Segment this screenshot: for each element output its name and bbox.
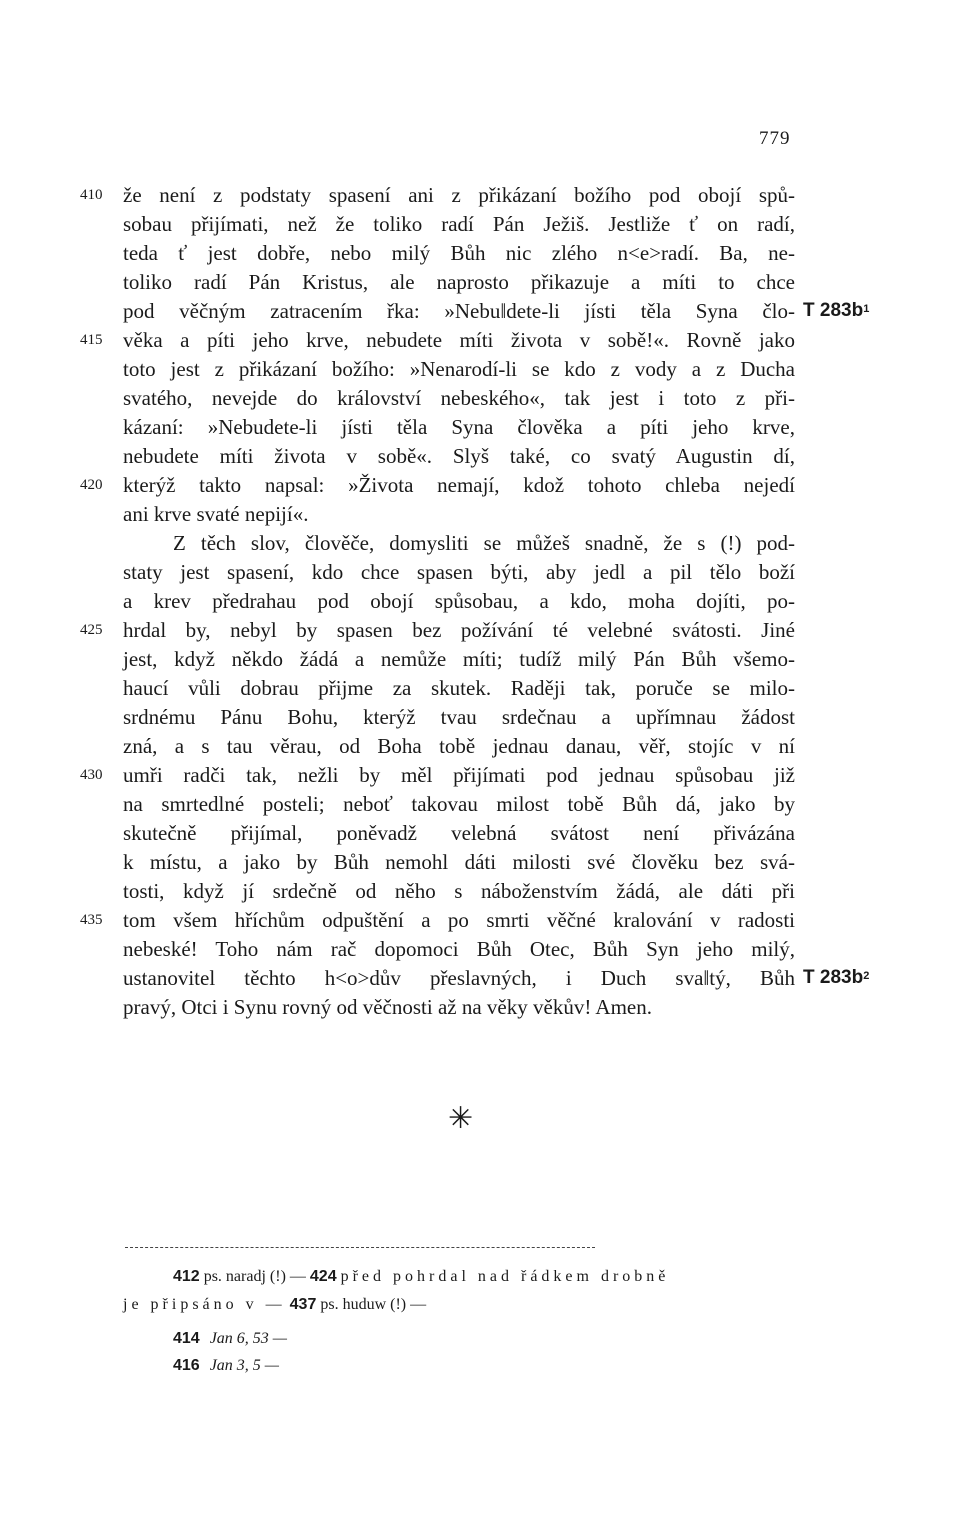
text-line: zná, a s tau věrau, od Boha tobě jednau danau, věř, stojíc v ní	[123, 734, 795, 758]
text-line: kázaní: »Nebudete-li jísti těla Syna člověka a píti jeho krve,	[123, 415, 795, 439]
apparatus-note: ps. huduw (!) —	[320, 1296, 427, 1313]
margin-note: T $283b^1$	[803, 300, 870, 321]
text-line: svatého, nevejde do království nebeského«, tak jest i toto z při-	[123, 386, 795, 410]
apparatus-line-number: 437	[289, 1296, 317, 1313]
line-number: 435	[80, 912, 103, 928]
footnote-divider	[125, 1247, 595, 1248]
text-line: pravý, Otci i Synu rovný od věčnosti až na věky věkův! Amen.	[123, 995, 652, 1019]
reference-line-number: 416	[173, 1357, 200, 1374]
text-line: umři radči tak, nežli by měl přijímati pod jednau spůsobau již	[123, 763, 795, 787]
text-line: hrdal by, nebyl by spasen bez požívání té velebné svátosti. Jiné	[123, 618, 795, 642]
reference-text: Jan 6, 53 —	[209, 1330, 288, 1347]
text-line: toto jest z přikázaní božího: »Nenarodí-li se kdo z vody a z Ducha	[123, 357, 795, 381]
text-line: ani krve svaté nepijí«.	[123, 502, 309, 526]
apparatus-line	[123, 1293, 426, 1317]
text-line: skutečně přijímal, poněvadž velebná svátost není přivázána	[123, 821, 795, 845]
apparatus-note: je připsáno v —	[123, 1296, 286, 1313]
line-number: 415	[80, 332, 103, 348]
reference-line-number: 414	[173, 1330, 200, 1347]
biblical-reference	[173, 1354, 279, 1378]
text-line: jest, když někdo žádá a nemůže míti; tudíž milý Pán Bůh všemo-	[123, 647, 795, 671]
text-line: k místu, a jako by Bůh nemohl dáti milosti své člověku bez svá-	[123, 850, 795, 874]
text-line: toliko radí Pán Kristus, ale naprosto přikazuje a míti to chce	[123, 270, 795, 294]
apparatus-note: ps. naradj (!) —	[203, 1268, 306, 1285]
text-line: sobau přijímati, než že toliko radí Pán Ježiš. Jestliže ť on radí,	[123, 212, 795, 236]
text-line: a krev předrahau pod obojí spůsobau, a kdo, moha dojíti, po-	[123, 589, 795, 613]
line-number: 420	[80, 477, 103, 493]
apparatus-line	[173, 1265, 669, 1289]
biblical-reference	[173, 1327, 287, 1351]
apparatus-line-number: 424	[309, 1268, 337, 1285]
text-line: nebudete míti života v sobě«. Slyš také, co svatý Augustin dí,	[123, 444, 795, 468]
asterisk-ornament-icon: ✳	[448, 1102, 474, 1135]
text-line: nebeské! Toho nám rač dopomoci Bůh Otec, Bůh Syn jeho milý,	[123, 937, 795, 961]
line-number: 410	[80, 187, 103, 203]
text-line: pod věčným zatracením řka: »Nebu‖dete-li jísti těla Syna člo-	[123, 299, 795, 323]
text-line: staty jest spasení, kdo chce spasen býti, aby jedl a pil tělo boží	[123, 560, 795, 584]
text-line: haucí vůli dobrau přijme za skutek. Raději tak, poruče se milo-	[123, 676, 795, 700]
text-line: že není z podstaty spasení ani z přikázaní božího pod obojí spů-	[123, 183, 795, 207]
reference-text: Jan 3, 5 —	[209, 1357, 280, 1374]
line-number: 430	[80, 767, 103, 783]
text-line: na smrtedlné posteli; neboť takovau milost tobě Bůh dá, jako by	[123, 792, 795, 816]
apparatus-line-number: 412	[173, 1268, 200, 1285]
text-line: teda ť jest dobře, nebo milý Bůh nic zlého n<e>radí. Ba, ne-	[123, 241, 795, 265]
text-line: Z těch slov, člověče, domysliti se můžeš snadně, že s (!) pod-	[173, 531, 795, 555]
line-number: 425	[80, 622, 103, 638]
text-line: kterýž takto napsal: »Života nemají, kdož tohoto chleba nejedí	[123, 473, 795, 497]
text-line: věka a píti jeho krve, nebudete míti života v sobě!«. Rovně jako	[123, 328, 795, 352]
text-line: tom všem hříchům odpuštění a po smrti věčné kralování v radosti	[123, 908, 795, 932]
apparatus-note: před pohrdal nad řádkem drobně	[340, 1268, 670, 1285]
page-number: 779	[759, 128, 791, 149]
text-line: srdnému Pánu Bohu, kterýž tvau srdečnau a upřímnau žádost	[123, 705, 795, 729]
margin-note: T $283b^2$	[803, 967, 870, 988]
text-line: tosti, když jí srdečně od něho s náboženstvím žádá, ale dáti při	[123, 879, 795, 903]
text-line: ustanovitel těchto h<o>dův přeslavných, i Duch sva‖tý, Bůh	[123, 966, 795, 990]
